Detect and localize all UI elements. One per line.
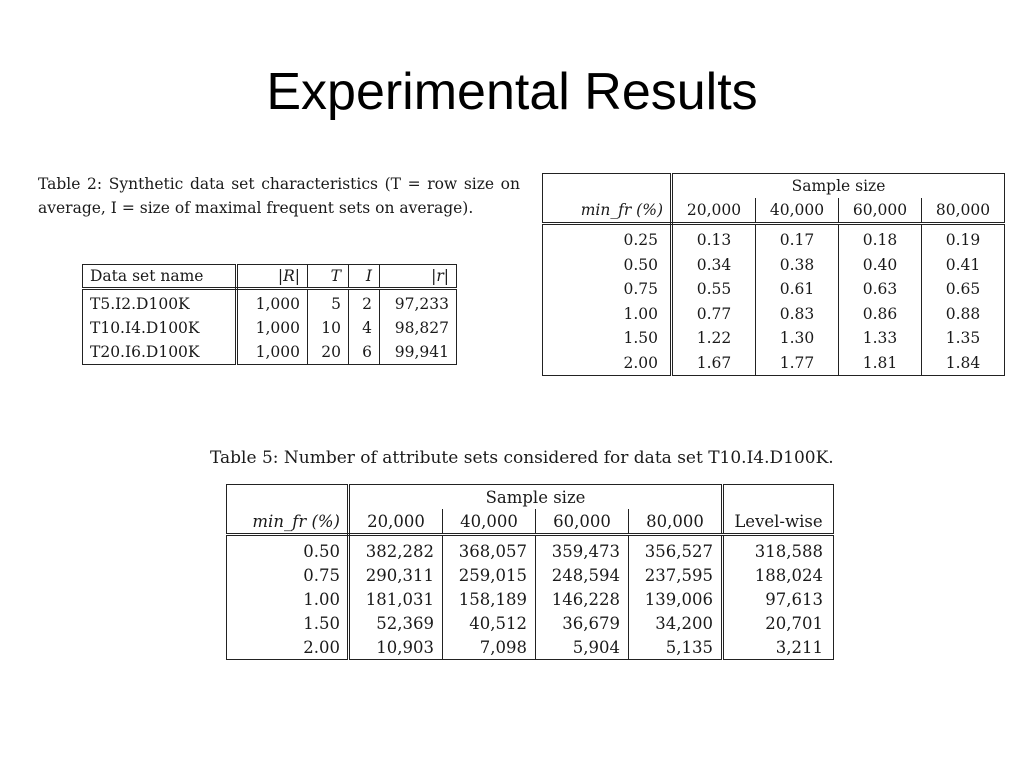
table-cell: 5 [308, 289, 349, 317]
table-row [543, 253, 1005, 278]
table-cell: 146,228 [536, 587, 629, 611]
table-cell: 0.34 [672, 253, 756, 278]
table-row [83, 316, 457, 340]
table-cell: 1.00 [227, 587, 349, 611]
table-row [543, 277, 1005, 302]
table5-attribute-sets [226, 484, 834, 660]
table-cell: 1.35 [945, 329, 981, 348]
table-cell: 0.40 [839, 253, 922, 278]
table5-header-col: 60,000 [536, 509, 629, 535]
table-cell: 5,904 [536, 635, 629, 660]
table-cell: T5.I2.D100K [83, 289, 237, 317]
table4-header-col: 40,000 [756, 198, 839, 224]
table2-header-row [83, 265, 457, 289]
table-cell: 6 [349, 340, 380, 365]
table-cell: 0.65 [945, 280, 981, 299]
table2-header-name: Data set name [83, 265, 237, 289]
table-cell: 97,613 [723, 587, 834, 611]
table2-header-T: T [308, 265, 349, 289]
table4-group-header: Sample size [791, 177, 886, 195]
table2 [82, 264, 457, 365]
table-cell: 0.17 [756, 224, 839, 253]
table-cell: 0.13 [672, 224, 756, 253]
table-cell: 368,057 [443, 535, 536, 564]
table2-header-R: |R| [237, 265, 308, 289]
table2-caption: Table 2: Synthetic data set characteristics (T = row size on average, I = size of maximal frequent sets on average). [38, 175, 520, 217]
table-cell: 0.50 [227, 535, 349, 564]
table4-header-col: 20,000 [672, 198, 756, 224]
table-cell: 1.81 [839, 351, 922, 376]
table-cell: 40,512 [443, 611, 536, 635]
slide-title: Experimental Results [266, 63, 758, 121]
table-cell: 20,701 [723, 611, 834, 635]
table-row [227, 635, 834, 660]
table-row [227, 611, 834, 635]
table-cell: 4 [349, 316, 380, 340]
table-cell: 0.41 [945, 255, 981, 274]
table-cell: 1,000 [237, 316, 308, 340]
table-cell: 34,200 [655, 613, 713, 633]
table-row [227, 535, 834, 564]
table-cell: 0.38 [756, 253, 839, 278]
table-row [543, 326, 1005, 351]
table4-header-col: 80,000 [922, 198, 1005, 224]
table-cell: T10.I4.D100K [83, 316, 237, 340]
table-cell: 2.00 [543, 351, 672, 376]
table-cell: 382,282 [349, 535, 443, 564]
table-cell: 1.50 [227, 611, 349, 635]
table-cell: 181,031 [349, 587, 443, 611]
table-cell: 0.61 [756, 277, 839, 302]
table-cell: 0.19 [945, 231, 981, 250]
table-cell: 1.30 [756, 326, 839, 351]
table-cell: 2.00 [227, 635, 349, 660]
table-cell: 52,369 [349, 611, 443, 635]
table-cell: 1.00 [543, 302, 672, 327]
table-cell: 0.83 [756, 302, 839, 327]
table5-group-header-row [227, 485, 834, 510]
table-cell: 0.25 [543, 224, 672, 253]
table-cell: 0.88 [945, 304, 981, 323]
table-row [83, 340, 457, 365]
table5-stub-header: min_fr (%) [227, 509, 349, 535]
table-row [543, 351, 1005, 376]
table-cell: 10,903 [349, 635, 443, 660]
table-cell: 1.33 [839, 326, 922, 351]
table-cell: 1.50 [543, 326, 672, 351]
table-cell: 1,000 [237, 289, 308, 317]
table-cell: 0.86 [839, 302, 922, 327]
table-cell: 7,098 [443, 635, 536, 660]
table-cell: 2 [349, 289, 380, 317]
table-cell: 259,015 [443, 563, 536, 587]
table-cell: 10 [308, 316, 349, 340]
table-cell: 0.75 [543, 277, 672, 302]
table5-header-levelwise: Level-wise [723, 509, 834, 535]
table-cell: 5,135 [665, 637, 713, 657]
table4-sample-size [542, 173, 1005, 376]
table5-caption: Table 5: Number of attribute sets considered for data set T10.I4.D100K. [210, 448, 834, 468]
table-cell: 99,941 [394, 343, 449, 361]
table4-stub-header: min_fr (%) [543, 198, 672, 224]
table-cell: 290,311 [349, 563, 443, 587]
table-cell: 359,473 [536, 535, 629, 564]
table4-group-header-row [543, 174, 1005, 199]
table-cell: 158,189 [443, 587, 536, 611]
table-cell: 318,588 [723, 535, 834, 564]
table-row [227, 563, 834, 587]
table-row [227, 587, 834, 611]
table-cell: 0.63 [839, 277, 922, 302]
table-cell: 1.84 [945, 353, 981, 372]
table-cell: 1,000 [237, 340, 308, 365]
table-cell: 188,024 [723, 563, 834, 587]
table-cell: 1.22 [672, 326, 756, 351]
table-cell: 3,211 [723, 635, 834, 660]
table-cell: 0.18 [839, 224, 922, 253]
table-cell: 0.50 [543, 253, 672, 278]
table5-header-col: 20,000 [349, 509, 443, 535]
table2-header-r: |r| [380, 265, 457, 289]
table2-header-I: I [349, 265, 380, 289]
table5-header-row [227, 509, 834, 535]
table-cell: 0.75 [227, 563, 349, 587]
table-row [543, 224, 1005, 253]
table-cell: 1.67 [672, 351, 756, 376]
table-cell: 0.55 [672, 277, 756, 302]
table-cell: 98,827 [394, 319, 449, 337]
table4-header-col: 60,000 [839, 198, 922, 224]
table-cell: 1.77 [756, 351, 839, 376]
table-cell: 20 [308, 340, 349, 365]
table-cell: 248,594 [536, 563, 629, 587]
table-row [83, 289, 457, 317]
table-cell: T20.I6.D100K [83, 340, 237, 365]
table5-header-col: 80,000 [629, 509, 723, 535]
table5-header-col: 40,000 [443, 509, 536, 535]
table-cell: 36,679 [536, 611, 629, 635]
table-cell: 97,233 [394, 295, 449, 313]
table-cell: 139,006 [644, 589, 713, 609]
table4-header-row [543, 198, 1005, 224]
table-cell: 237,595 [644, 565, 713, 585]
table5-group-header: Sample size [485, 487, 586, 507]
table-cell: 0.77 [672, 302, 756, 327]
table-cell: 356,527 [644, 541, 713, 561]
table-row [543, 302, 1005, 327]
